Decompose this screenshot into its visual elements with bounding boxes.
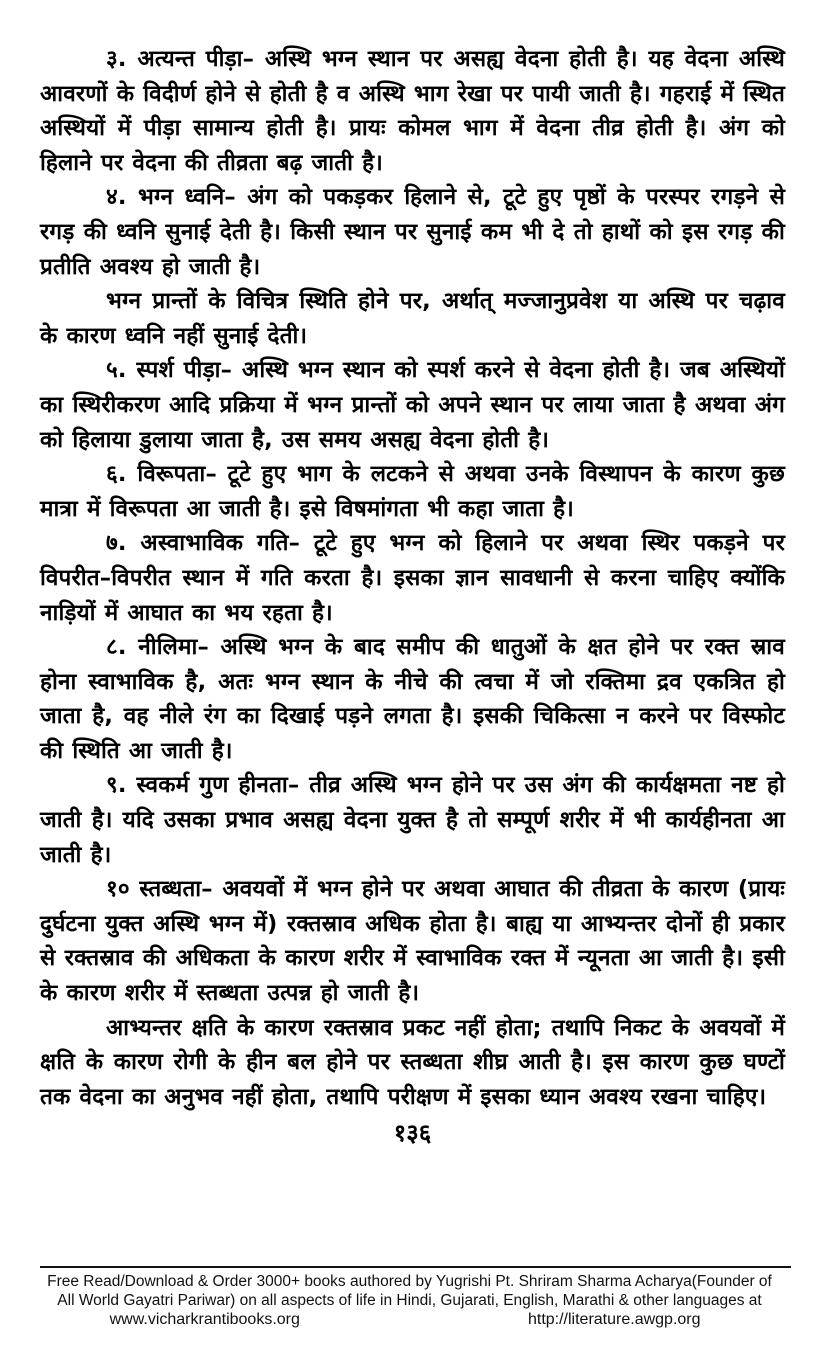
publisher-footer xyxy=(0,1266,819,1330)
paragraph-9-swakarm-gun-heenta: ९. स्वकर्म गुण हीनता– तीव्र अस्थि भग्न होने पर उस अंग की कार्यक्षमता नष्ट हो जाती है। यदि उसका प्रभाव असह्य वेदना युक्त है तो सम्पूर्ण शरीर में भी कार्यहीनता आ जाती है। xyxy=(40,772,785,868)
paragraph-6-viroopta: ६. विरूपता– टूटे हुए भाग के लटकने से अथवा उनके विस्थापन के कारण कुछ मात्रा में विरूपता आ जाती है। इसे विषमांगता भी कहा जाता है। xyxy=(40,461,785,522)
footer-text-line-1: Free Read/Download & Order 3000+ books authored by Yugrishi Pt. Shriram Sharma Acharya(Founder of xyxy=(47,1273,772,1290)
paragraph-10-continuation: आभ्यन्तर क्षति के कारण रक्तस्राव प्रकट नहीं होता; तथापि निकट के अवयवों में क्षति के कारण रोगी के हीन बल होने पर स्तब्धता शीघ्र आती है। इस कारण कुछ घण्टों तक वेदना का अनुभव नहीं होता, तथापि परीक्षण में इसका ध्यान अवश्य रखना चाहिए। xyxy=(40,1014,785,1110)
footer-url-literature-awgp: http://literature.awgp.org xyxy=(527,1311,701,1328)
footer-url-vicharkrantibooks: www.vicharkrantibooks.org xyxy=(109,1311,300,1328)
page-body-text xyxy=(40,42,785,1114)
paragraph-7-aswabhavik-gati: ७. अस्वाभाविक गति– टूटे हुए भग्न को हिलाने पर अथवा स्थिर पकड़ने पर विपरीत–विपरीत स्थान में गति करता है। इसका ज्ञान सावधानी से करना चाहिए क्योंकि नाड़ियों में आघात का भय रहता है। xyxy=(40,530,785,626)
paragraph-4-continuation: भग्न प्रान्तों के विचित्र स्थिति होने पर, अर्थात् मज्जानुप्रवेश या अस्थि पर चढ़ाव के कारण ध्वनि नहीं सुनाई देती। xyxy=(40,288,785,349)
page-number: १३६ xyxy=(393,1119,432,1148)
footer-divider xyxy=(40,1266,791,1268)
paragraph-5-sparsh-peeda: ५. स्पर्श पीड़ा– अस्थि भग्न स्थान को स्पर्श करने से वेदना होती है। जब अस्थियों का स्थिरीकरण आदि प्रक्रिया में भग्न प्रान्तों को अपने स्थान पर लाया जाता है अथवा अंग को हिलाया डुलाया जाता है, उस समय असह्य वेदना होती है। xyxy=(40,357,785,453)
footer-urls xyxy=(0,1310,819,1330)
footer-text-line-2: All World Gayatri Pariwar) on all aspects of life in Hindi, Gujarati, English, Marathi & other languages at xyxy=(57,1292,762,1309)
paragraph-8-neelima: ८. नीलिमा– अस्थि भग्न के बाद समीप की धातुओं के क्षत होने पर रक्त स्राव होना स्वाभाविक है, अतः भग्न स्थान के नीचे की त्वचा में जो रक्तिमा द्रव एकत्रित हो जाता है, वह नीले रंग का दिखाई पड़ने लगता है। इसकी चिकित्सा न करने पर विस्फोट की स्थिति आ जाती है। xyxy=(40,634,785,764)
paragraph-3-atyant-peeda: ३. अत्यन्त पीड़ा– अस्थि भग्न स्थान पर असह्य वेदना होती है। यह वेदना अस्थि आवरणों के विदीर्ण होने से होती है व अस्थि भाग रेखा पर पायी जाती है। गहराई में स्थित अस्थियों में पीड़ा सामान्य होती है। प्रायः कोमल भाग में वेदना तीव्र होती है। अंग को हिलाने पर वेदना की तीव्रता बढ़ जाती है। xyxy=(40,46,785,176)
paragraph-10-stabdhata: १० स्तब्धता– अवयवों में भग्न होने पर अथवा आघात की तीव्रता के कारण (प्रायः दुर्घटना युक्त अस्थि भग्न में) रक्तस्राव अधिक होता है। बाह्य या आभ्यन्तर दोनों ही प्रकार से रक्तस्राव की अधिकता के कारण शरीर में स्वाभाविक रक्त में न्यूनता आ जाती है। इसी के कारण शरीर में स्तब्धता उत्पन्न हो जाती है। xyxy=(40,876,785,1007)
paragraph-4-bhagna-dhwani: ४. भग्न ध्वनि– अंग को पकड़कर हिलाने से, टूटे हुए पृष्ठों के परस्पर रगड़ने से रगड़ की ध्वनि सुनाई देती है। किसी स्थान पर सुनाई कम भी दे तो हाथों को इस रगड़ की प्रतीति अवश्य हो जाती है। xyxy=(40,184,785,280)
